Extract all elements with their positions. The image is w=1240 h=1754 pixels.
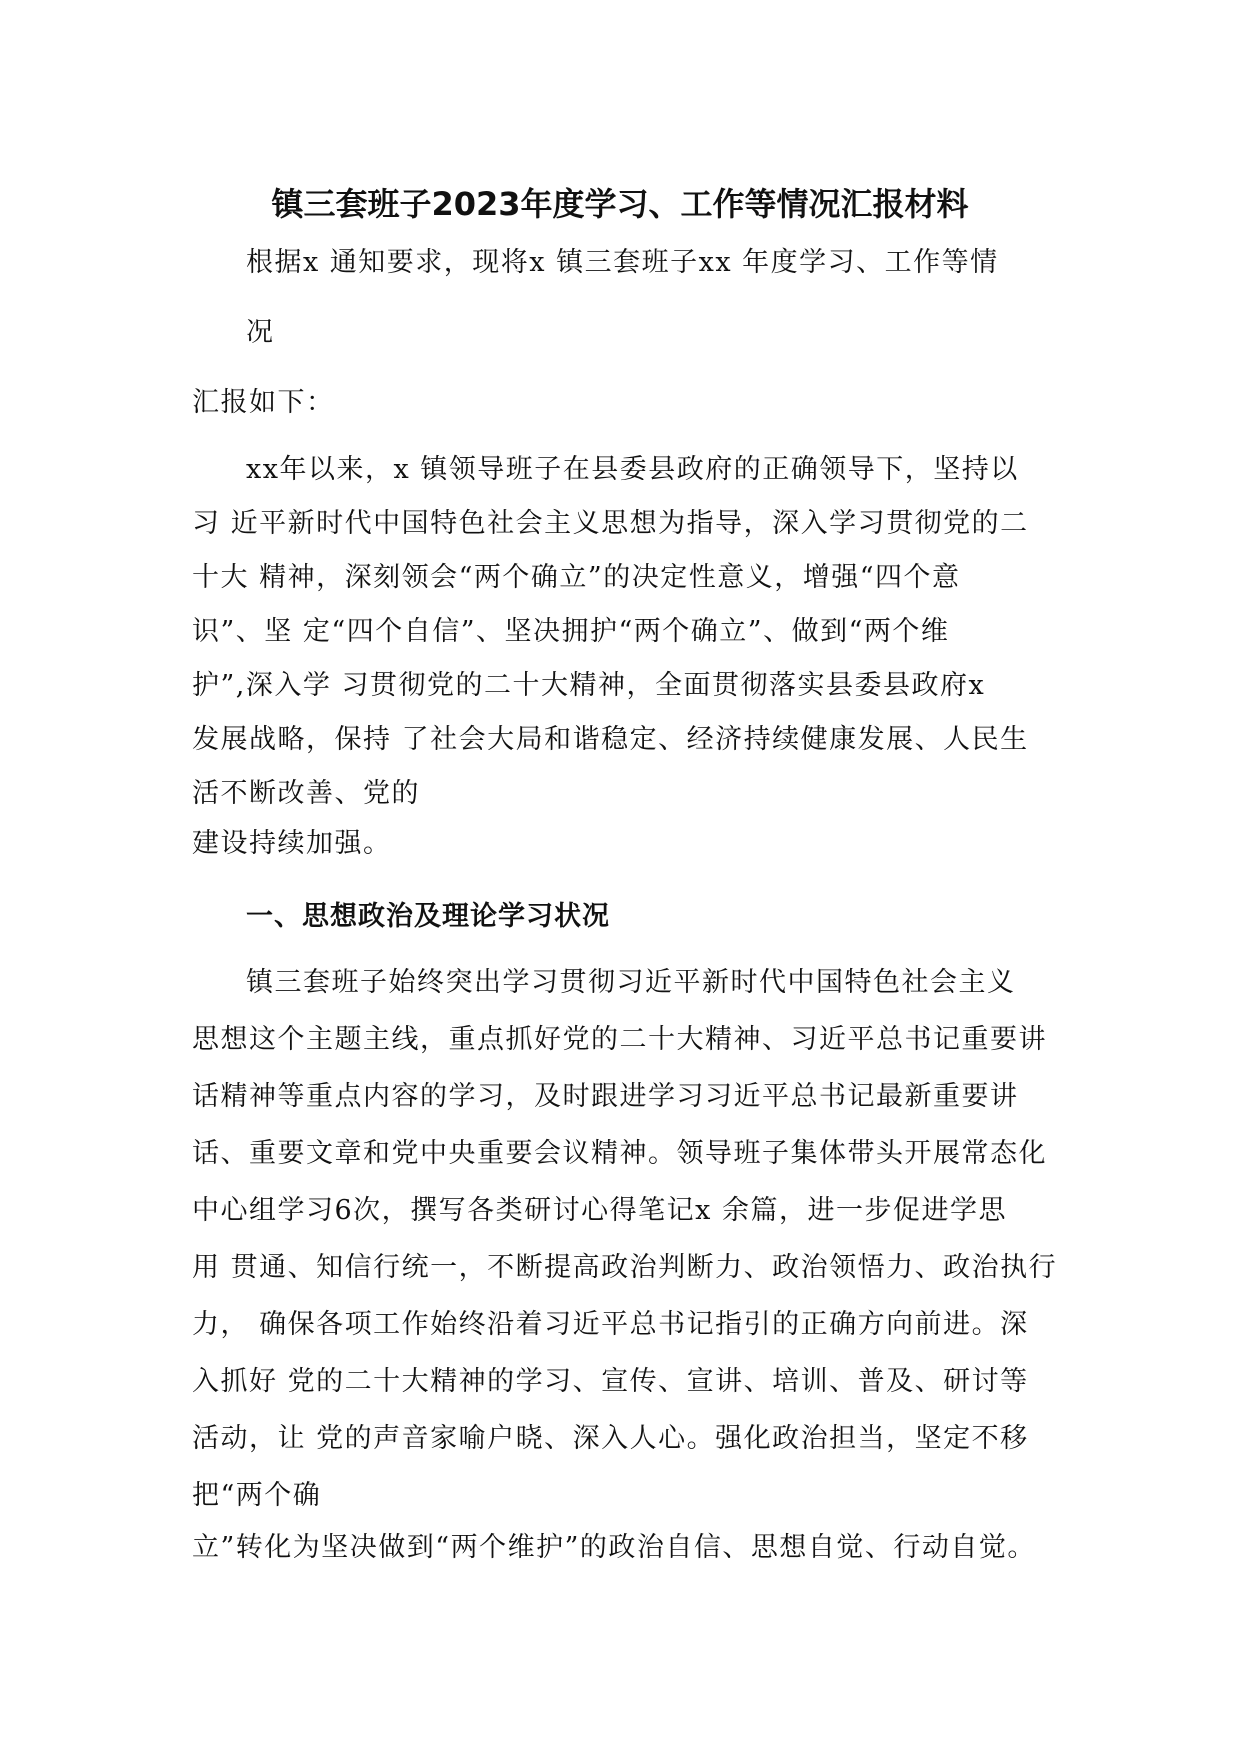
intro-line-3: 汇报如下：: [192, 387, 335, 418]
paragraph1-line-2: 习 近平新时代中国特色社会主义思想为指导，深入学习贯彻党的二: [192, 508, 1029, 539]
paragraph2-line-7: 力， 确保各项工作始终沿着习近平总书记指引的正确方向前进。深: [192, 1309, 1029, 1340]
paragraph2-line-2: 思想这个主题主线，重点抓好党的二十大精神、习近平总书记重要讲: [192, 1024, 1047, 1055]
paragraph2-line-8: 入抓好 党的二十大精神的学习、宣传、宣讲、培训、普及、研讨等: [192, 1366, 1029, 1397]
intro-line-1: 根据x 通知要求，现将x 镇三套班子xx 年度学习、工作等情: [246, 247, 999, 278]
paragraph1-line-8: 建设持续加强。: [192, 828, 392, 859]
paragraph1-line-1: xx年以来，x 镇领导班子在县委县政府的正确领导下，坚持以: [246, 454, 1019, 485]
section-heading-1: 一、思想政治及理论学习状况: [246, 901, 610, 932]
paragraph2-line-9: 活动，让 党的声音家喻户晓、深入人心。强化政治担当，坚定不移: [192, 1423, 1029, 1454]
paragraph2-line-4: 话、重要文章和党中央重要会议精神。领导班子集体带头开展常态化: [192, 1138, 1047, 1169]
paragraph2-line-11: 立”转化为坚决做到“两个维护”的政治自信、思想自觉、行动自觉。: [192, 1532, 1036, 1563]
paragraph2-line-6: 用 贯通、知信行统一，不断提高政治判断力、政治领悟力、政治执行: [192, 1252, 1058, 1283]
intro-line-2: 况: [246, 317, 275, 348]
paragraph1-line-7: 活不断改善、党的: [192, 778, 420, 809]
document-title: 镇三套班子2023年度学习、工作等情况汇报材料: [271, 185, 969, 223]
paragraph2-line-10: 把“两个确: [192, 1480, 322, 1511]
paragraph2-line-3: 话精神等重点内容的学习，及时跟进学习习近平总书记最新重要讲: [192, 1081, 1019, 1112]
paragraph2-line-1: 镇三套班子始终突出学习贯彻习近平新时代中国特色社会主义: [246, 967, 1016, 998]
paragraph2-line-5: 中心组学习6次，撰写各类研讨心得笔记x 余篇，进一步促进学思: [192, 1195, 1007, 1226]
paragraph1-line-4: 识”、坚 定“四个自信”、坚决拥护“两个确立”、做到“两个维: [192, 616, 950, 647]
paragraph1-line-3: 十大 精神，深刻领会“两个确立”的决定性意义，增强“四个意: [192, 562, 961, 593]
paragraph1-line-6: 发展战略，保持 了社会大局和谐稳定、经济持续健康发展、人民生: [192, 724, 1029, 755]
paragraph1-line-5: 护”,深入学 习贯彻党的二十大精神，全面贯彻落实县委县政府x: [192, 670, 986, 701]
